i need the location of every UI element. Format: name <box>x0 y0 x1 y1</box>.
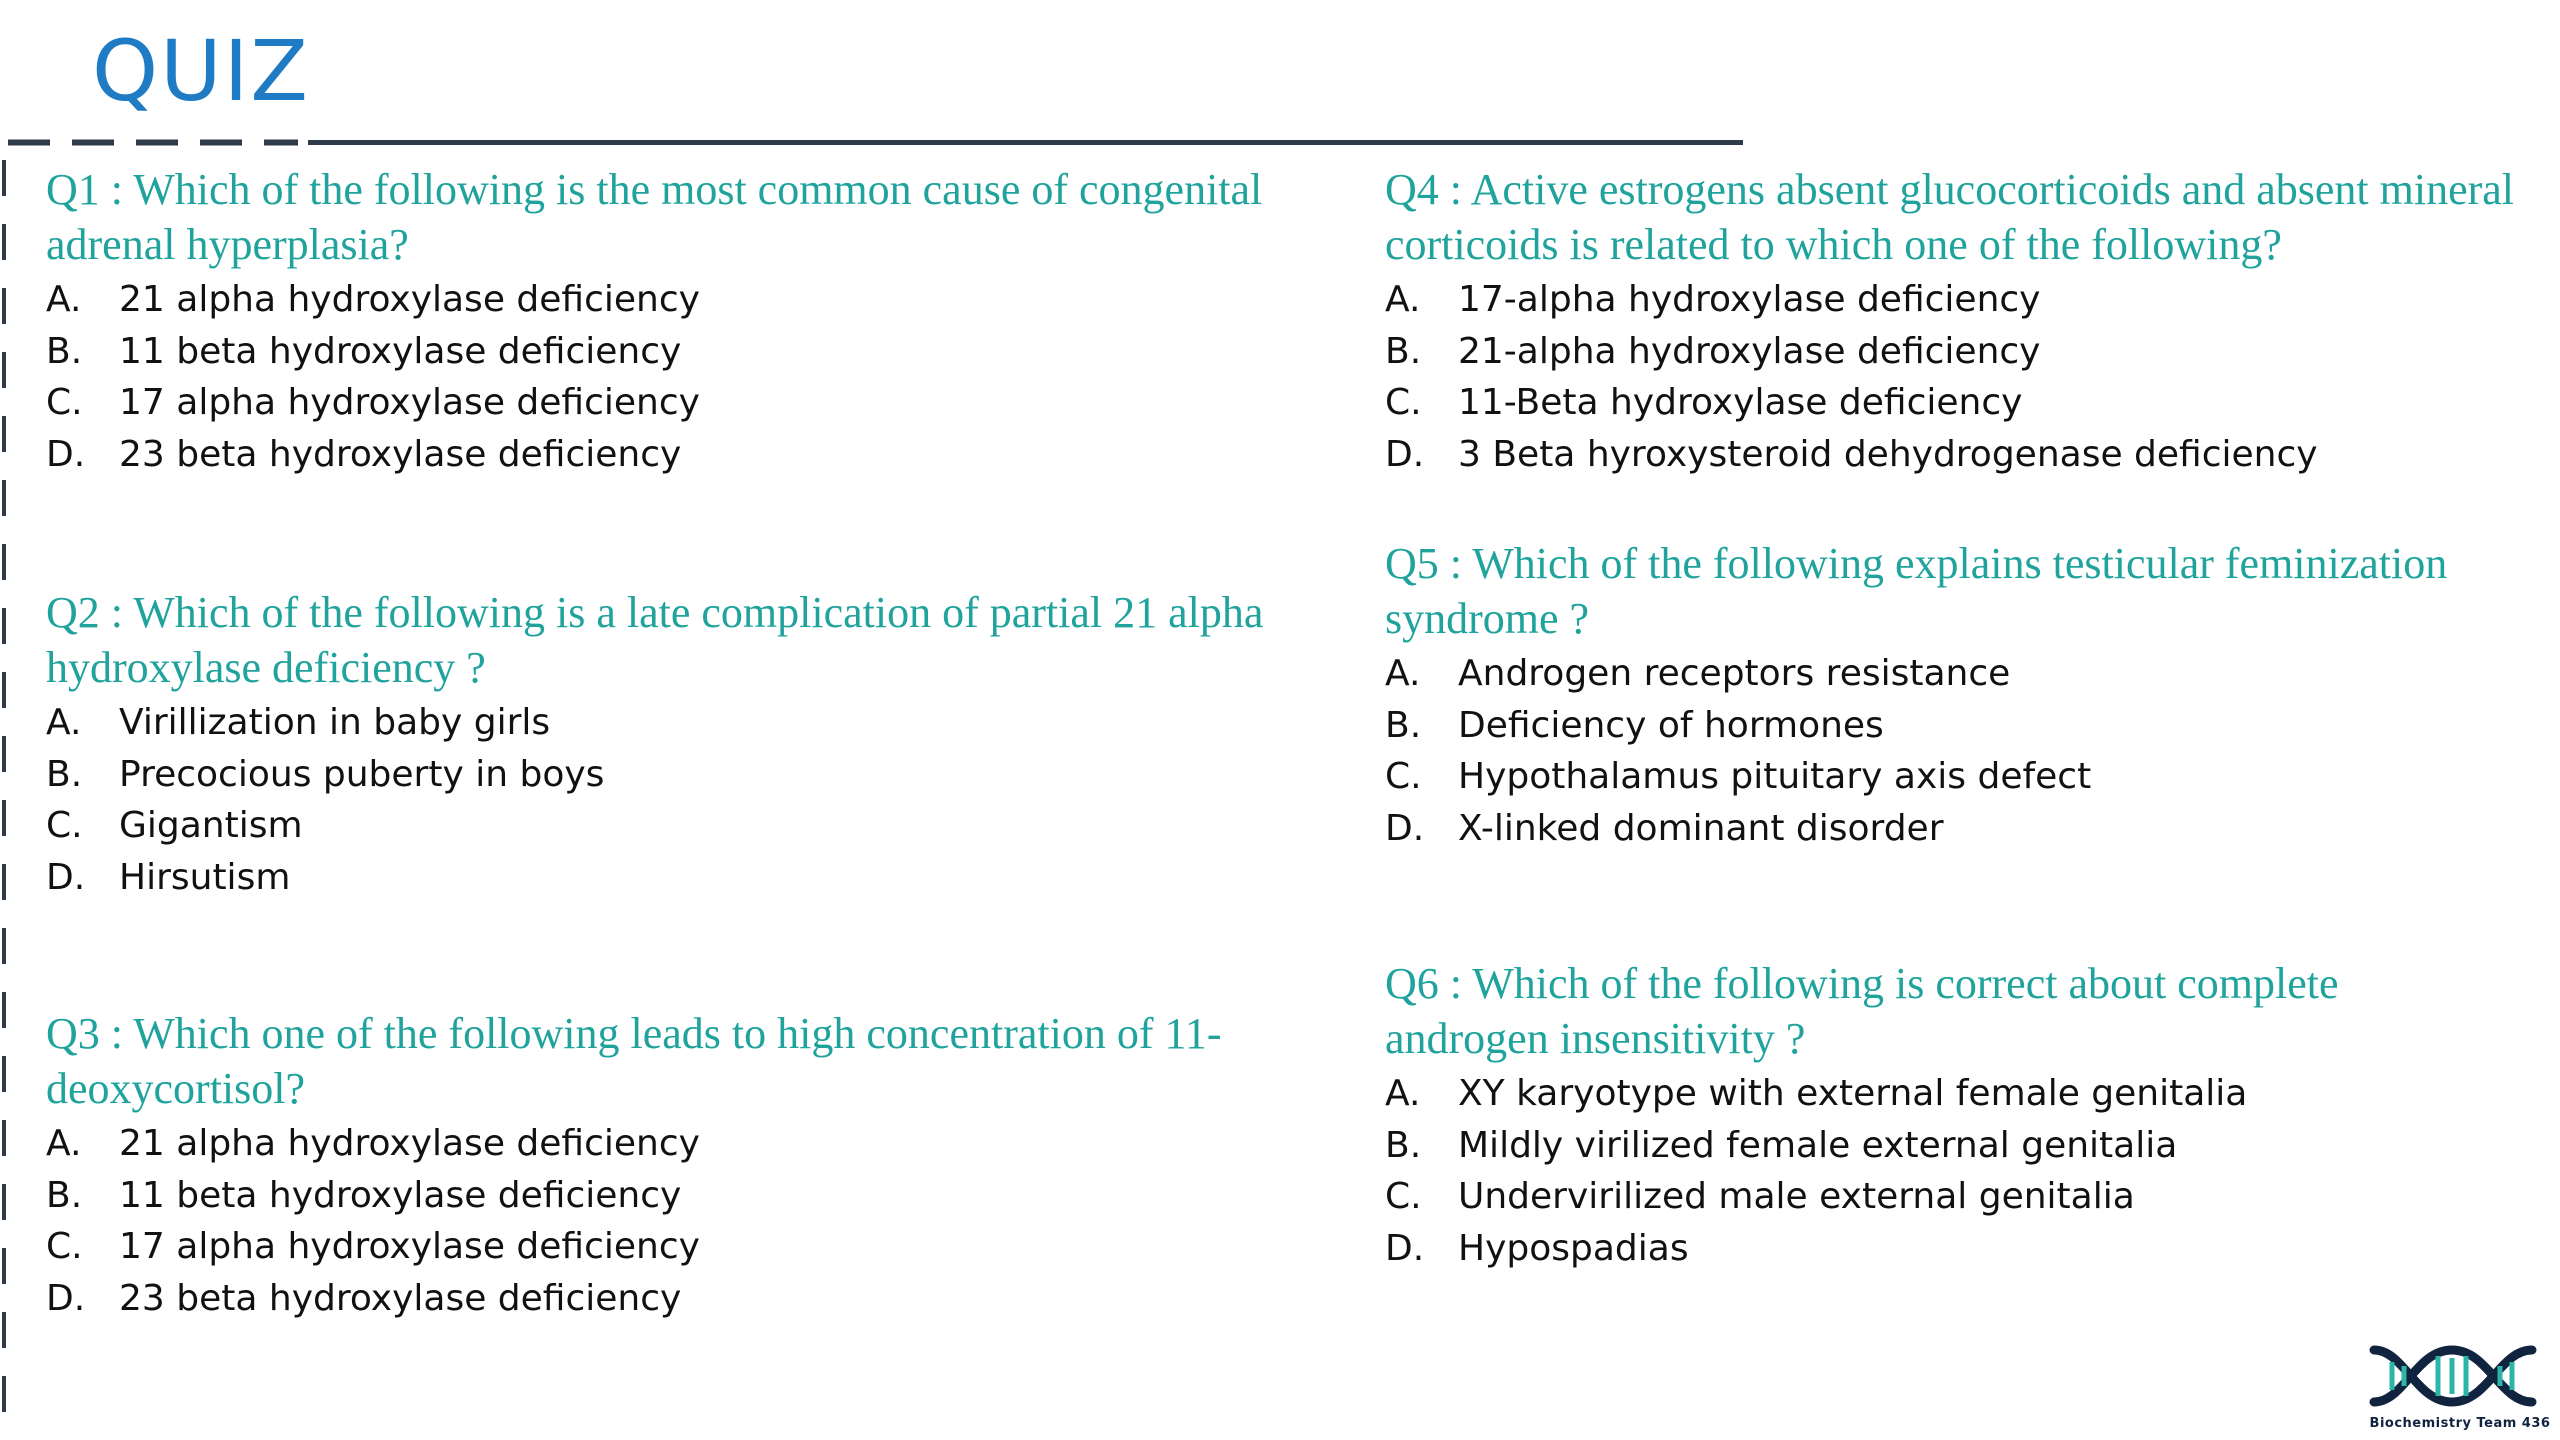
option-a[interactable] <box>1385 648 2535 700</box>
option-letter: B. <box>46 1174 83 1216</box>
option-text: Virillization in baby girls <box>119 702 551 743</box>
option-letter: D. <box>46 433 86 475</box>
option-a[interactable] <box>46 274 1386 326</box>
option-d[interactable] <box>1385 1223 2485 1275</box>
option-b[interactable] <box>46 326 1386 378</box>
option-letter: D. <box>1385 433 1425 475</box>
option-letter: A. <box>1385 1073 1421 1114</box>
option-letter: A. <box>46 702 82 743</box>
options-list <box>1385 274 2535 480</box>
option-c[interactable] <box>46 1221 1346 1273</box>
options-list <box>46 697 1286 903</box>
option-text: Undervirilized male external genitalia <box>1458 1176 2135 1217</box>
option-text: Hypospadias <box>1458 1227 1689 1269</box>
option-letter: A. <box>1385 279 1421 320</box>
option-letter: C. <box>1385 382 1422 423</box>
question-q6 <box>1385 956 2485 1274</box>
team-logo <box>2360 1332 2560 1440</box>
option-letter: C. <box>1385 1176 1422 1217</box>
option-letter: B. <box>1385 1124 1422 1166</box>
option-letter: D. <box>1385 807 1425 849</box>
question-title: Q6 : Which of the following is correct about complete androgen insensitivity ? <box>1385 959 2339 1063</box>
option-text: Hirsutism <box>119 856 291 898</box>
options-list <box>46 274 1386 480</box>
option-text: 21 alpha hydroxylase deficiency <box>119 279 700 320</box>
option-b[interactable] <box>1385 700 2535 752</box>
option-c[interactable] <box>46 800 1286 852</box>
option-letter: A. <box>46 279 82 320</box>
option-letter: B. <box>46 330 83 372</box>
option-b[interactable] <box>1385 326 2535 378</box>
option-letter: D. <box>46 856 86 898</box>
option-letter: D. <box>1385 1227 1425 1269</box>
option-text: Hypothalamus pituitary axis defect <box>1458 756 2092 797</box>
question-title: Q2 : Which of the following is a late complication of partial 21 alpha hydroxylase deficiency ? <box>46 588 1264 692</box>
options-list <box>1385 648 2535 854</box>
question-title: Q3 : Which one of the following leads to high concentration of 11-deoxycortisol? <box>46 1009 1222 1113</box>
question-title: Q4 : Active estrogens absent glucocorticoids and absent mineral corticoids is related to which one of the following? <box>1385 165 2515 269</box>
option-letter: A. <box>1385 653 1421 694</box>
option-d[interactable] <box>46 852 1286 904</box>
option-letter: C. <box>46 805 83 846</box>
question-q3 <box>46 1006 1346 1324</box>
option-letter: C. <box>46 1226 83 1267</box>
option-text: Precocious puberty in boys <box>119 753 605 795</box>
options-list <box>46 1118 1346 1324</box>
option-text: 23 beta hydroxylase deficiency <box>119 433 682 475</box>
option-b[interactable] <box>46 1170 1346 1222</box>
option-letter: A. <box>46 1123 82 1164</box>
page-title: QUIZ <box>92 22 310 120</box>
question-q1 <box>46 162 1386 480</box>
options-list <box>1385 1068 2485 1274</box>
left-border <box>0 150 8 1440</box>
option-d[interactable] <box>46 1273 1346 1325</box>
option-letter: D. <box>46 1277 86 1319</box>
option-text: Gigantism <box>119 805 303 846</box>
option-text: 17-alpha hydroxylase deficiency <box>1458 279 2041 320</box>
option-text: Androgen receptors resistance <box>1458 653 2011 694</box>
option-c[interactable] <box>1385 1171 2485 1223</box>
option-text: 21 alpha hydroxylase deficiency <box>119 1123 700 1164</box>
question-q5 <box>1385 536 2535 854</box>
option-b[interactable] <box>46 749 1286 801</box>
option-letter: C. <box>46 382 83 423</box>
option-text: Mildly virilized female external genitalia <box>1458 1124 2178 1166</box>
logo-text: Biochemistry Team 436 <box>2369 1416 2551 1431</box>
option-d[interactable] <box>1385 803 2535 855</box>
option-a[interactable] <box>1385 1068 2485 1120</box>
question-q2 <box>46 585 1286 903</box>
option-text: X-linked dominant disorder <box>1458 807 1944 849</box>
option-d[interactable] <box>46 429 1386 481</box>
option-text: 17 alpha hydroxylase deficiency <box>119 1226 700 1267</box>
option-c[interactable] <box>1385 377 2535 429</box>
question-title: Q5 : Which of the following explains testicular feminization syndrome ? <box>1385 539 2448 643</box>
option-c[interactable] <box>46 377 1386 429</box>
option-text: 11 beta hydroxylase deficiency <box>119 1174 682 1216</box>
option-a[interactable] <box>46 1118 1346 1170</box>
question-title: Q1 : Which of the following is the most common cause of congenital adrenal hyperplasia? <box>46 165 1263 269</box>
option-c[interactable] <box>1385 751 2535 803</box>
option-text: XY karyotype with external female genitalia <box>1458 1073 2248 1114</box>
dna-helix-icon <box>2360 1332 2560 1416</box>
option-text: 11-Beta hydroxylase deficiency <box>1458 382 2023 423</box>
option-letter: B. <box>46 753 83 795</box>
option-d[interactable] <box>1385 429 2535 481</box>
header-divider <box>8 139 1743 146</box>
option-a[interactable] <box>46 697 1286 749</box>
option-text: Deficiency of hormones <box>1458 704 1884 746</box>
option-b[interactable] <box>1385 1120 2485 1172</box>
option-text: 11 beta hydroxylase deficiency <box>119 330 682 372</box>
option-text: 21-alpha hydroxylase deficiency <box>1458 330 2041 372</box>
option-text: 3 Beta hyroxysteroid dehydrogenase deficiency <box>1458 433 2318 475</box>
option-letter: B. <box>1385 330 1422 372</box>
option-a[interactable] <box>1385 274 2535 326</box>
option-text: 23 beta hydroxylase deficiency <box>119 1277 682 1319</box>
option-letter: C. <box>1385 756 1422 797</box>
question-q4 <box>1385 162 2535 480</box>
option-letter: B. <box>1385 704 1422 746</box>
option-text: 17 alpha hydroxylase deficiency <box>119 382 700 423</box>
